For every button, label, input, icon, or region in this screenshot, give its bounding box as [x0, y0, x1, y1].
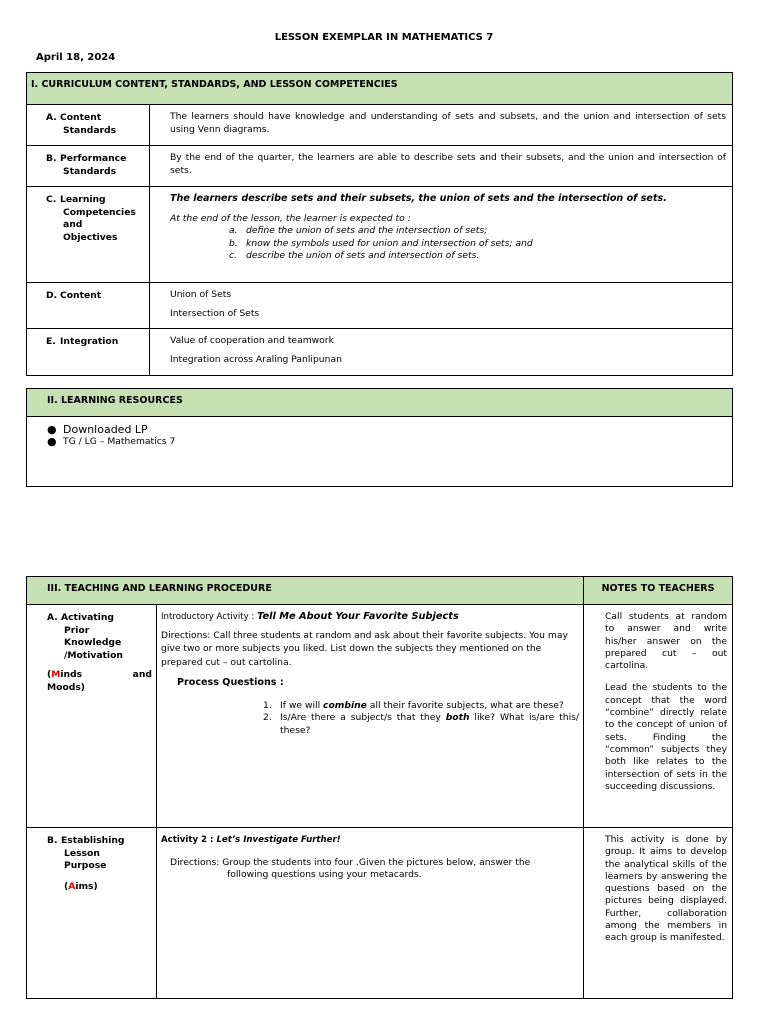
learning-competencies-row	[27, 187, 733, 283]
objective-item: b. know the symbols used for union and intersection of sets; and	[229, 237, 533, 249]
teacher-note: Lead the students to the concept that the word “combine” directly relate to the concept of union of sets. Finding the “common” subjects they both like relates to the intersection of sets in the succeeding discussions.	[605, 682, 728, 792]
notes-header: NOTES TO TEACHERS	[584, 577, 733, 605]
process-questions-label: Process Questions :	[177, 677, 284, 688]
performance-standards-label: B. Performance Standards	[27, 146, 150, 187]
objective-item: a. define the union of sets and the intersection of sets;	[229, 225, 488, 236]
performance-standards-text: By the end of the quarter, the learners are able to describe sets and their subsets, and the union and intersection of sets.	[150, 146, 733, 187]
resources-list-cell	[27, 417, 733, 487]
content-standards-label: A. Content Standards	[27, 105, 150, 146]
learning-competencies-text	[150, 187, 733, 283]
activity-heading: Introductory Activity : Tell Me About Your Favorite Subjects	[161, 611, 459, 622]
integration-row	[27, 329, 733, 376]
procedure-table	[26, 576, 733, 999]
activity-2-cell	[157, 828, 584, 999]
curriculum-table	[26, 72, 733, 376]
activating-prior-knowledge-label: A. Activating Prior Knowledge /Motivation (Minds and Moods)	[27, 605, 157, 828]
resource-item: ● TG / LG – Mathematics 7	[47, 435, 176, 448]
resource-item: ● Downloaded LP	[47, 423, 148, 436]
notes-establishing-cell	[584, 828, 733, 999]
introductory-activity-cell	[157, 605, 584, 828]
integration-label: E. Integration	[27, 329, 150, 376]
section-2-header: II. LEARNING RESOURCES	[27, 389, 733, 417]
competency-statement: The learners describe sets and their subsets, the union of sets and the intersection of sets.	[170, 193, 667, 204]
bullet-icon: ●	[47, 423, 57, 436]
integration-text: Value of cooperation and teamwork Integration across Araling Panlipunan	[150, 329, 733, 376]
content-row	[27, 283, 733, 329]
process-question: 2. Is/Are there a subject/s that they both like? What is/are this/ these?	[263, 712, 580, 736]
teacher-note: This activity is done by group. It aims to develop the analytical skills of the learners by answering the questions based on the pictures being displayed. Further, collaboration among the members in each group is manifested.	[605, 834, 728, 944]
content-standards-text: The learners should have knowledge and understanding of sets and subsets, and the union and intersection of sets using Venn diagrams.	[150, 105, 733, 146]
section-3-header: III. TEACHING AND LEARNING PROCEDURE	[27, 577, 584, 605]
learning-competencies-label: C. Learning Competencies and Objectives	[27, 187, 150, 283]
section-1-header: I. CURRICULUM CONTENT, STANDARDS, AND LESSON COMPETENCIES	[27, 73, 733, 105]
notes-activating-cell	[584, 605, 733, 828]
activating-prior-knowledge-row	[27, 605, 733, 828]
performance-standards-row	[27, 146, 733, 187]
activity-2-directions: Directions: Group the students into four .Given the pictures below, answer the	[170, 856, 531, 868]
establishing-lesson-purpose-label: B. Establishing Lesson Purpose (Aims)	[27, 828, 157, 999]
minds-and-moods-label: (Minds and	[47, 669, 152, 680]
objectives-list	[170, 225, 726, 263]
process-questions-list	[161, 700, 579, 738]
aims-label: (Aims)	[64, 880, 98, 892]
bullet-icon: ●	[47, 435, 57, 448]
content-standards-row	[27, 105, 733, 146]
establishing-lesson-purpose-row	[27, 828, 733, 999]
teacher-note: Call students at random to answer and write his/her answer on the prepared cut – out cartolina.	[605, 611, 728, 672]
content-label: D. Content	[27, 283, 150, 329]
activity-2-heading: Activity 2 : Let’s Investigate Further!	[161, 835, 341, 845]
objective-item: c. describe the union of sets and intersection of sets.	[229, 250, 480, 261]
process-question: 1. If we will combine all their favorite subjects, what are these?	[263, 699, 564, 711]
resources-list	[27, 417, 732, 449]
activity-2-directions-cont: following questions using your metacards.	[227, 869, 422, 880]
lesson-date: April 18, 2024	[36, 52, 116, 63]
learning-resources-table	[26, 388, 733, 487]
document-title: LESSON EXEMPLAR IN MATHEMATICS 7	[274, 32, 494, 43]
objectives-intro: At the end of the lesson, the learner is expected to :	[170, 212, 411, 224]
activity-directions: Directions: Call three students at random and ask about their favorite subjects. You may give two or more subjects you liked. List down the subjects they mentioned on the prepared cut – out cartolina.	[161, 629, 568, 668]
content-text: Union of Sets Intersection of Sets	[150, 283, 733, 329]
